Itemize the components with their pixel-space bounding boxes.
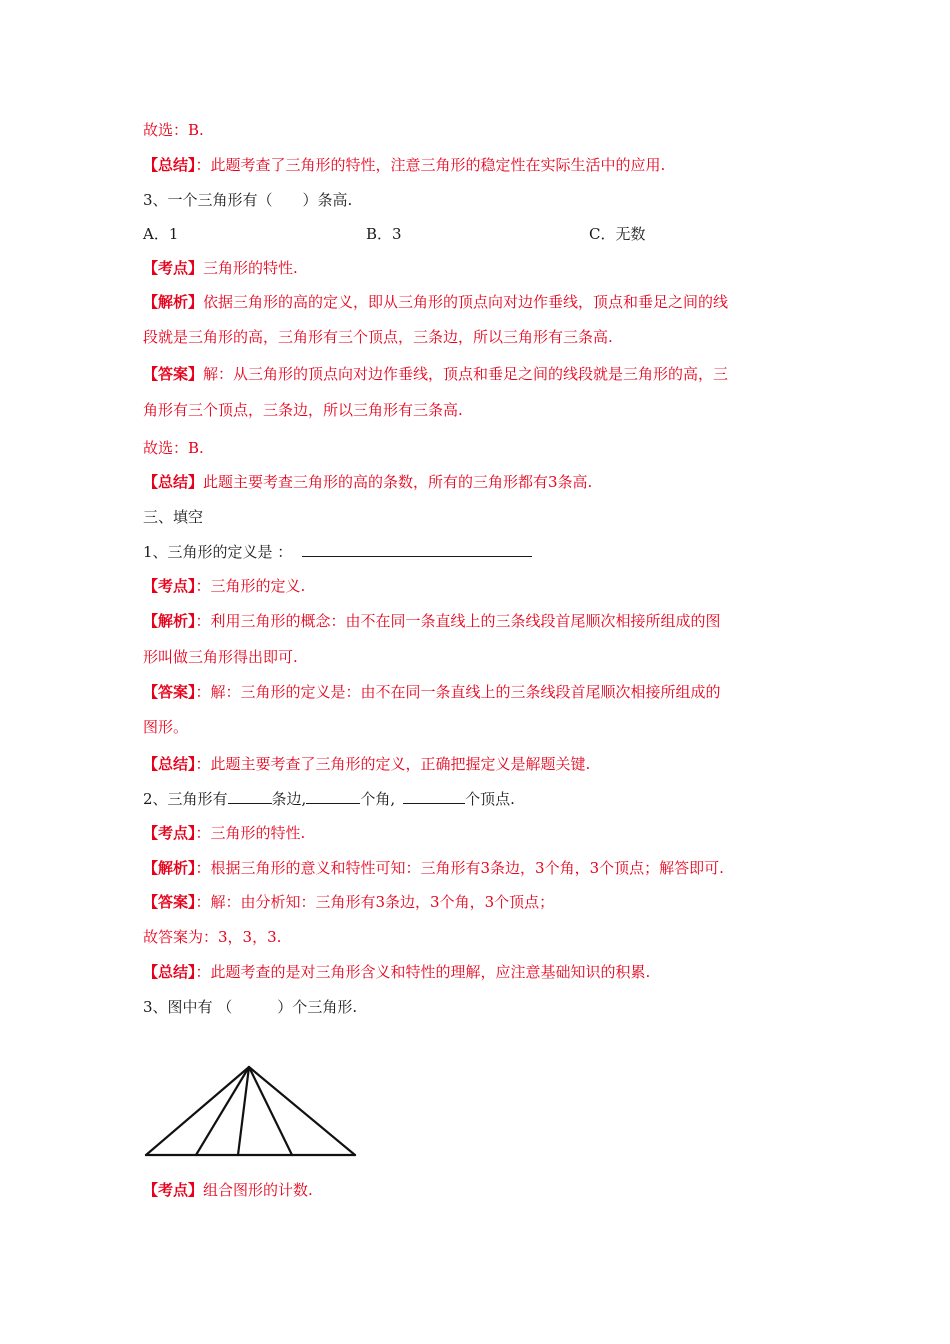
question-3-options (143, 224, 663, 244)
summary-line (143, 155, 665, 175)
f1-zongjie-line (143, 754, 590, 774)
f2-zongjie-line (143, 962, 650, 982)
daan-line-1 (143, 364, 728, 384)
zongjie-line (143, 472, 592, 492)
summary-text: ：此题考查了三角形的特性，注意三角形的稳定性在实际生活中的应用. (195, 156, 666, 174)
f2-daan-line (143, 892, 554, 912)
daan-text: ：解：由分析知：三角形有3条边，3个角，3个顶点； (195, 893, 555, 911)
zongjie-text: ：此题考查的是对三角形含义和特性的理解，应注意基础知识的积累. (195, 963, 651, 981)
daan-text: ：解：三角形的定义是：由不在同一条直线上的三条线段首尾顺次相接所组成的 (195, 683, 721, 701)
answer-choice-line-2: 故选：B. (143, 439, 204, 457)
inner-line-3 (249, 1067, 292, 1155)
jiexi-line-1 (143, 292, 728, 312)
triangle-left-side (146, 1067, 249, 1155)
jiexi-text: 依据三角形的高的定义，即从三角形的顶点向对边作垂线，顶点和垂足之间的线 (203, 293, 729, 311)
fill-question-2: 2、三角形有 条边, 个角, 个顶点. (143, 790, 515, 808)
fill-question-3: 3、图中有 （ ）个三角形. (143, 998, 358, 1016)
answer-choice-line: 故选：B. (143, 121, 204, 139)
kaodian-text: 三角形的特性. (203, 259, 298, 277)
jiexi-text: ：根据三角形的意义和特性可知：三角形有3条边，3个角，3个顶点；解答即可. (195, 859, 724, 877)
f1-kaodian-line (143, 576, 305, 596)
daan-line-2: 角形有三个顶点，三条边，所以三角形有三条高. (143, 401, 463, 419)
triangle-right-side (249, 1067, 355, 1155)
f2-daan-line-2: 故答案为：3，3，3. (143, 928, 282, 946)
jiexi-tag: 【解析】 (143, 859, 196, 877)
kaodian-text: 组合图形的计数. (203, 1181, 313, 1199)
kaodian-tag: 【考点】 (143, 577, 196, 595)
f1-daan-line-2: 图形。 (143, 718, 189, 736)
jiexi-tag: 【解析】 (143, 293, 204, 311)
answer-blank (302, 542, 532, 557)
inner-line-2 (238, 1067, 249, 1155)
f2-kaodian-line (143, 823, 305, 843)
option-c: C．无数 (589, 225, 646, 243)
section-heading: 三、填空 (143, 508, 204, 526)
zongjie-tag: 【总结】 (143, 755, 196, 773)
daan-tag: 【答案】 (143, 893, 196, 911)
inner-line-1 (196, 1067, 249, 1155)
option-b: B．3 (366, 225, 402, 243)
jiexi-tag: 【解析】 (143, 612, 196, 630)
zongjie-tag: 【总结】 (143, 963, 196, 981)
f1-jiexi-line-2: 形叫做三角形得出即可. (143, 648, 298, 666)
option-a: A．1 (143, 225, 179, 243)
f2-jiexi-line (143, 858, 724, 878)
kaodian-tag: 【考点】 (143, 1181, 204, 1199)
fill-question-1: 1、三角形的定义是 ： (143, 542, 532, 562)
summary-tag: 【总结】 (143, 156, 196, 174)
kaodian-tag: 【考点】 (143, 824, 196, 842)
answer-blank (228, 789, 272, 804)
zongjie-text: 此题主要考查三角形的高的条数，所有的三角形都有3条高. (203, 473, 593, 491)
daan-text: 解：从三角形的顶点向对边作垂线，顶点和垂足之间的线段就是三角形的高，三 (203, 365, 729, 383)
kaodian-text: ：三角形的特性. (195, 824, 306, 842)
f1-jiexi-line-1 (143, 611, 721, 631)
zongjie-tag: 【总结】 (143, 473, 204, 491)
daan-tag: 【答案】 (143, 683, 196, 701)
daan-tag: 【答案】 (143, 365, 204, 383)
triangle-figure (140, 1060, 365, 1165)
jiexi-line-2: 段就是三角形的高，三角形有三个顶点，三条边，所以三角形有三条高. (143, 328, 613, 346)
question-3-text: 3、一个三角形有（ ）条高. (143, 191, 353, 209)
kaodian-line (143, 258, 298, 278)
f3-kaodian-line (143, 1180, 313, 1200)
jiexi-text: ：利用三角形的概念：由不在同一条直线上的三条线段首尾顺次相接所组成的图 (195, 612, 721, 630)
f1-daan-line-1 (143, 682, 721, 702)
zongjie-text: ：此题主要考查了三角形的定义，正确把握定义是解题关键. (195, 755, 591, 773)
answer-blank (306, 789, 360, 804)
kaodian-tag: 【考点】 (143, 259, 204, 277)
answer-blank (403, 789, 465, 804)
kaodian-text: ：三角形的定义. (195, 577, 306, 595)
